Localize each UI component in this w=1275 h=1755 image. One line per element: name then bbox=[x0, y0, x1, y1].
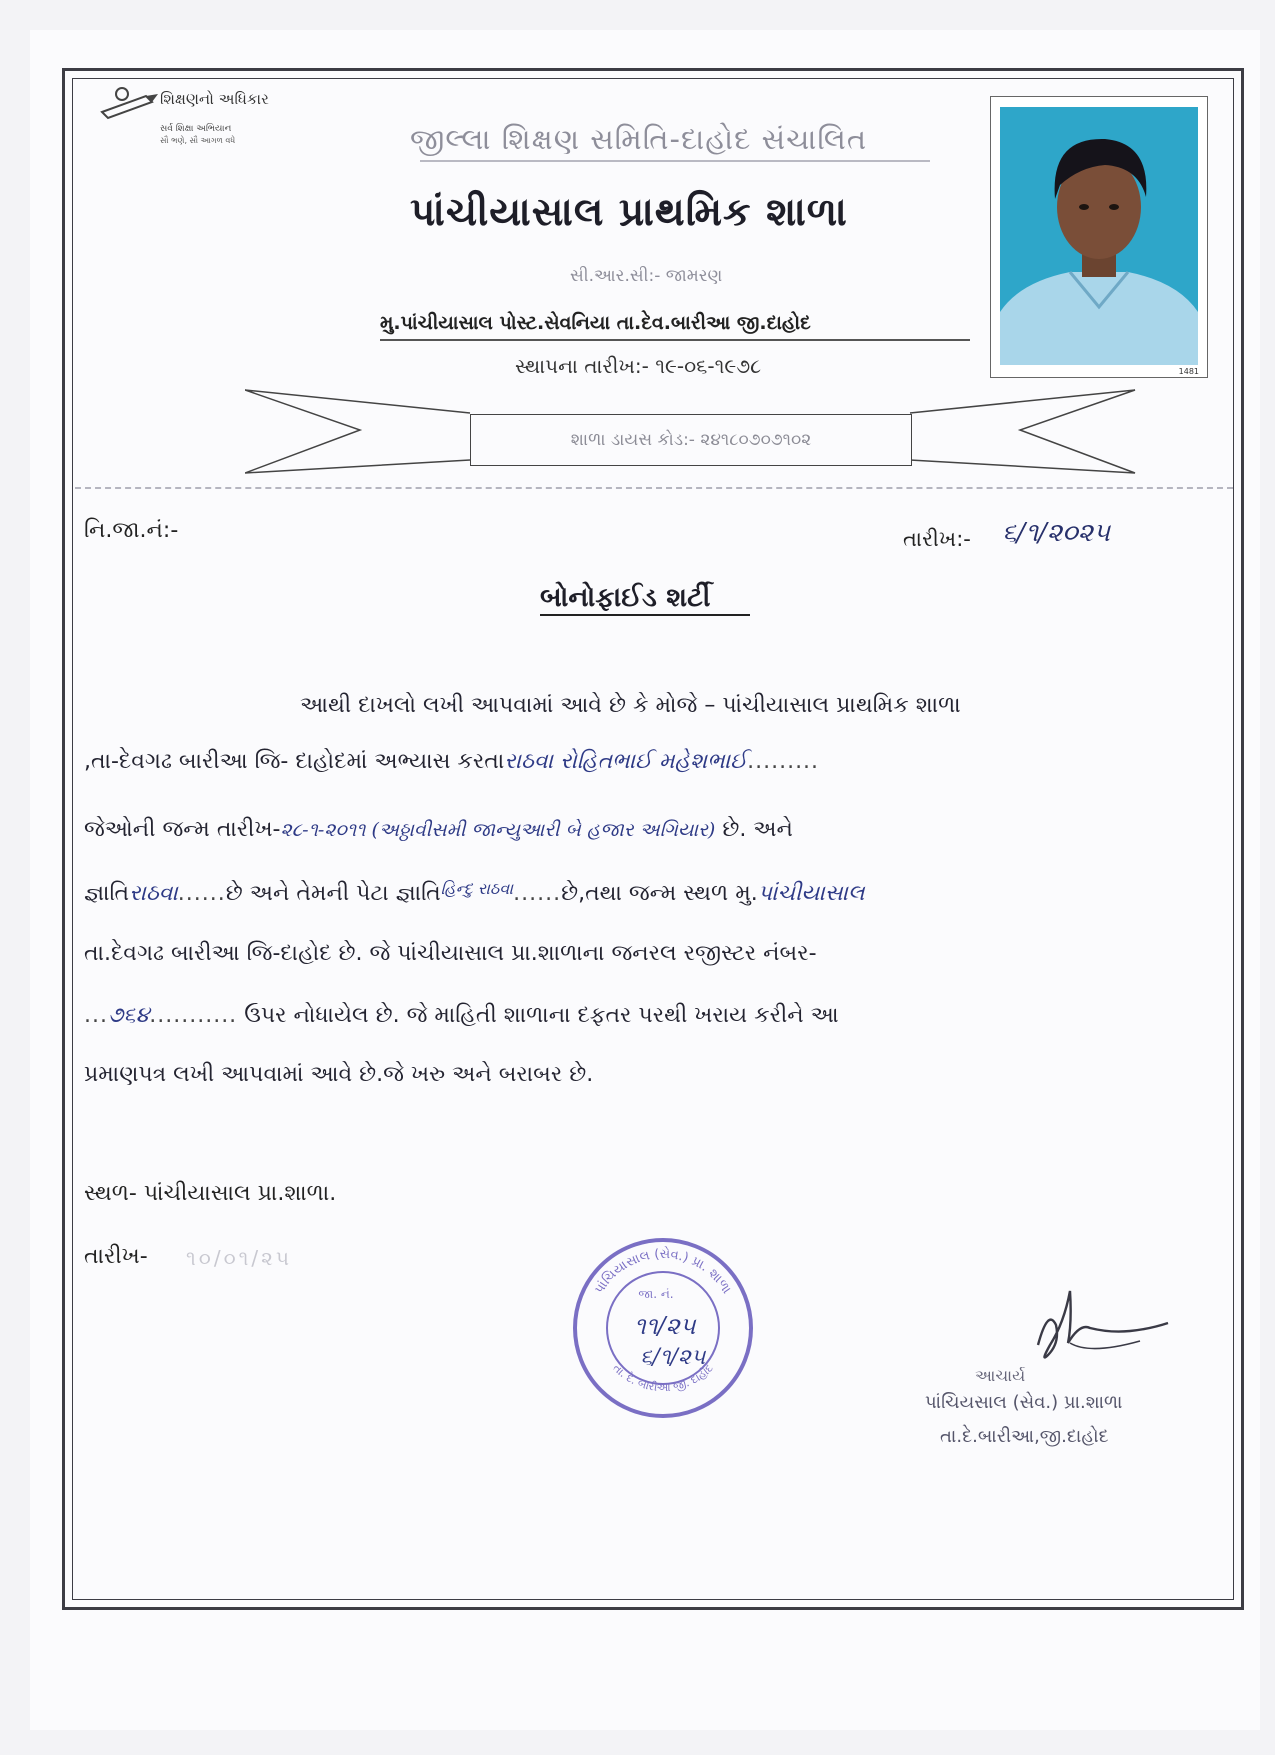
certificate-title: બોનોફાઈડ શર્ટી bbox=[540, 582, 711, 613]
student-photo bbox=[990, 96, 1208, 378]
photo-code: 1481 bbox=[1178, 367, 1199, 376]
pencil-child-icon bbox=[100, 82, 160, 122]
stamp-inward-number: ૧૧/૨૫ bbox=[634, 1312, 696, 1340]
fill-dots: ......... bbox=[747, 749, 820, 774]
body-line-6-text: ઉપર નોધાયેલ છે. જે માહિતી શાળાના દફતર પરથી ખરાય કરીને આ bbox=[244, 1003, 839, 1028]
principal-signature bbox=[1010, 1283, 1190, 1383]
logo-tagline: સૌ ભણે, સૌ આગળ વધે bbox=[160, 136, 236, 145]
stamp-inward-label: જા. નં. bbox=[638, 1287, 674, 1301]
dashed-separator bbox=[75, 487, 1233, 489]
body-line-3-end: છે. અને bbox=[722, 817, 793, 842]
dise-code-box bbox=[470, 414, 912, 466]
footer-place: સ્થળ- પાંચીયાસાલ પ્રા.શાળા. bbox=[84, 1181, 337, 1206]
birthplace-label: છે,તથા જન્મ સ્થળ મુ. bbox=[561, 881, 758, 906]
student-portrait-icon bbox=[1000, 107, 1198, 365]
issue-date-value: ૬/૧/૨૦૨૫ bbox=[1002, 518, 1111, 548]
signatory-place: તા.દે.બારીઆ,જી.દાહોદ bbox=[940, 1426, 1109, 1447]
dise-code: શાળા ડાયસ કોડ:- ૨૪૧૮૦૭૦૭૧૦૨ bbox=[570, 430, 812, 450]
body-line-1: આથી દાખલો લખી આપવામાં આવે છે કે મોજે – પાંચીયાસાલ પ્રાથમિક શાળા bbox=[300, 693, 961, 718]
body-line-3 bbox=[84, 817, 793, 842]
subcaste-value: હિન્દુ રાઠવા bbox=[440, 879, 514, 898]
register-number: ૭૬૪ bbox=[107, 1003, 150, 1028]
signatory-role: આચાર્ય bbox=[975, 1366, 1026, 1385]
address-underline bbox=[380, 339, 970, 341]
student-name: રાઠવા રોહિતભાઈ મહેશભાઈ bbox=[504, 749, 748, 774]
date-of-birth: ૨૮-૧-૨૦૧૧ (અઠ્ઠાવીસમી જાન્યુઆરી બે હજાર અગિયાર) bbox=[280, 819, 716, 841]
committee-heading: જીલ્લા શિક્ષણ સમિતિ-દાહોદ સંચાલિત bbox=[410, 122, 868, 156]
body-line-3-text: જેઓની જન્મ તારીખ- bbox=[84, 817, 281, 842]
stamp-bottom-text: તા. દે. બારીઆ જી. દાહોદ bbox=[610, 1361, 716, 1395]
body-line-4: જ્ઞાતિરાઠવા......છે અને તેમની પેટા જ્ઞાતિ$^{હિન્દુ રાઠવા}$......છે,તથા જન્મ સ્થળ મુ.પાંચીયાસાલ bbox=[84, 879, 865, 906]
school-address: મુ.પાંચીયાસાલ પોસ્ટ.સેવનિયા તા.દેવ.બારીઆ જી.દાહોદ bbox=[380, 312, 811, 334]
school-name: પાંચીયાસાલ પ્રાથમિક શાળા bbox=[410, 190, 848, 235]
body-line-5: તા.દેવગઢ બારીઆ જિ-દાહોદ છે. જે પાંચીયાસાલ પ્રા.શાળાના જનરલ રજીસ્ટર નંબર- bbox=[84, 941, 817, 966]
reference-number-label: નિ.જા.નં:- bbox=[84, 518, 179, 543]
footer-date-value: ૧૦/૦૧/૨૫ bbox=[186, 1246, 293, 1270]
body-line-7: પ્રમાણપત્ર લખી આપવામાં આવે છે.જે ખરુ અને બરાબર છે. bbox=[84, 1062, 594, 1087]
caste-label: જ્ઞાતિ bbox=[84, 881, 130, 906]
subcaste-label: છે અને તેમની પેટા જ્ઞાતિ bbox=[225, 881, 441, 906]
body-line-2-text: ,તા-દેવગઢ બારીઆ જિ- દાહોદમાં અભ્યાસ કરતા bbox=[84, 749, 505, 774]
body-line-2 bbox=[84, 749, 819, 774]
crc-text: સી.આર.સી:- જામરણ bbox=[570, 266, 723, 286]
establishment-date: સ્થાપના તારીખ:- ૧૯-૦૬-૧૯૭૮ bbox=[515, 354, 762, 378]
logo-subtitle: સર્વ શિક્ષા અભિયાન bbox=[160, 124, 232, 134]
signatory-school: પાંચિયસાલ (સેવ.) પ્રા.શાળા bbox=[925, 1392, 1123, 1413]
footer-date-label: તારીખ- bbox=[84, 1244, 148, 1269]
stamp-ring-text: પાંચિયાસાલ (સેવ.) પ્રા. શાળા bbox=[592, 1246, 734, 1297]
title-underline bbox=[540, 614, 750, 616]
stamp-date: ૬/૧/૨૫ bbox=[640, 1345, 706, 1370]
birthplace-value: પાંચીયાસાલ bbox=[757, 881, 865, 906]
body-line-6: ...૭૬૪........... ઉપર નોધાયેલ છે. જે માહિતી શાળાના દફતર પરથી ખરાય કરીને આ bbox=[84, 1003, 839, 1028]
right-to-education-logo bbox=[100, 82, 350, 145]
caste-value: રાઠવા bbox=[129, 881, 178, 906]
logo-title: શિક્ષણનો અધિકાર bbox=[160, 90, 269, 108]
committee-underline bbox=[420, 160, 930, 162]
issue-date-label: તારીખ:- bbox=[903, 527, 971, 551]
